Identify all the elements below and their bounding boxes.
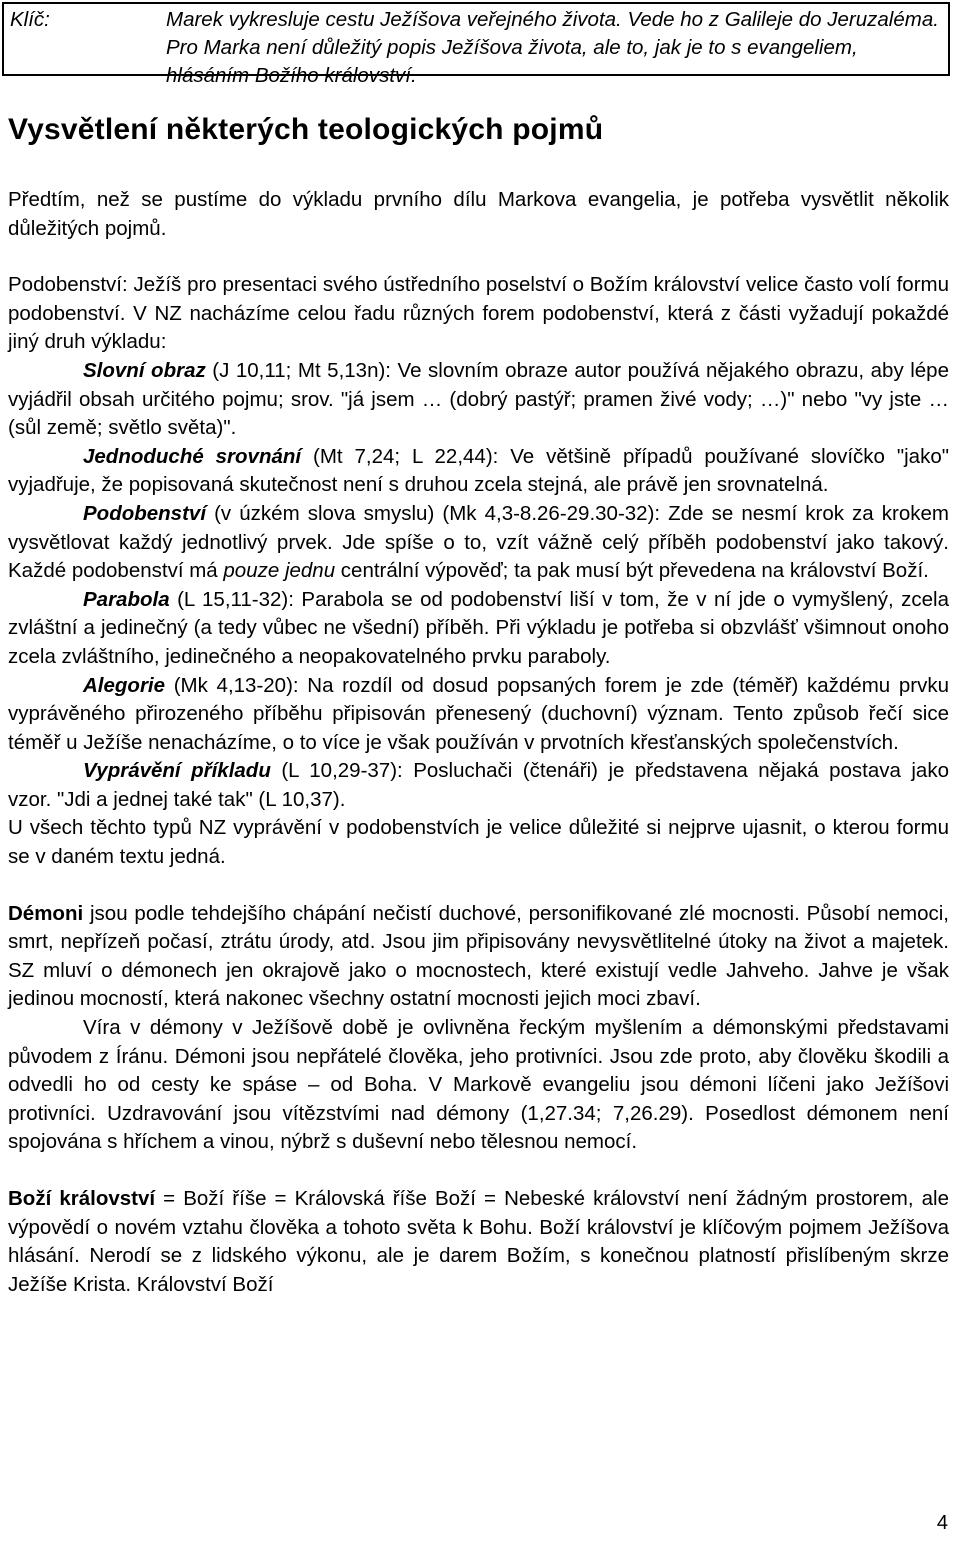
kingdom-term: Boží království xyxy=(8,1187,156,1210)
form-term: Alegorie xyxy=(83,673,166,697)
form-text: (L 10,29-37): Posluchači (čtenáři) je představena nějaká postava jako vzor. "Jdi a jednej také tak" (L 10,37). xyxy=(8,759,949,811)
demons-paragraph-2: Víra v démony v Ježíšově době je ovlivněna řeckým myšlením a démonskými představami původem z Íránu. Démoni jsou nepřátelé člověka, jeho protivníci. Jsou zde proto, aby člověku škodili a odvedli ho od cesty ke spáse – od Boha. V Markově evangeliu jsou démoni líčeni jako Ježíšovi protivníci. Uzdravování jsou vítězstvími nad démony (1,27.34; 7,26.29). Posedlost démonem není spojována s hříchem a vinou, nýbrž s duševní nebo tělesnou nemocí. xyxy=(8,1016,949,1154)
parables-text: : Ježíš pro presentaci svého ústředního poselství o Božím království velice často volí formu podobenství. V NZ nacházíme celou řadu různých forem podobenství, která z části vyžadují pokaždé jiný druh výkladu: xyxy=(8,273,949,354)
parable-form-item xyxy=(8,357,949,443)
parable-form-item xyxy=(8,586,949,672)
key-text: Marek vykresluje cestu Ježíšova veřejného života. Vede ho z Galileje do Jeruzaléma. Pro Marka není důležitý popis Ježíšova života, ale to, jak je to s evangeliem, hlásáním Božího království. xyxy=(166,8,939,87)
intro-paragraph: Předtím, než se pustíme do výkladu prvního dílu Markova evangelia, je potřeba vysvětlit několik důležitých pojmů. xyxy=(8,188,949,240)
form-term: Podobenství xyxy=(83,501,207,525)
form-term: Slovní obraz xyxy=(83,358,206,382)
form-text: (L 15,11-32): Parabola se od podobenství liší v tom, že v ní jde o vymyšlený, zcela zvláštní a jedinečný (a tedy vůbec ne všední) příběh. Při výkladu je potřeba si obzvlášť všimnout onoho zcela zvláštního, jedinečného a neopakovatelného prvku paraboly. xyxy=(8,587,949,668)
demons-paragraph xyxy=(8,900,949,1014)
parable-form-item xyxy=(8,672,949,758)
parable-form-item xyxy=(8,500,949,586)
key-box xyxy=(2,2,950,87)
body-text xyxy=(8,186,949,1299)
key-label: Klíč: xyxy=(10,8,50,31)
form-text: (Mt 7,24; L 22,44): Ve většině případů používané slovíčko "jako" vyjadřuje, že popisovaná skutečnost není s druhou zcela stejná, ale právě jen srovnatelná. xyxy=(8,444,949,497)
form-text: centrální výpověď; ta pak musí být převedena na království Boží. xyxy=(335,559,929,583)
form-text: (J 10,11; Mt 5,13n): Ve slovním obraze autor používá nějakého obrazu, aby lépe vyjádřil obsah určitého pojmu; srov. "já jsem … (dobrý pastýř; pramen živé vody; …)" nebo "vy jste … (sůl země; světlo světa)". xyxy=(8,358,949,440)
demons-text: jsou podle tehdejšího chápání nečistí duchové, personifikované zlé mocnosti. Působí nemoci, smrt, nepřízeň počasí, ztrátu úrody, atd. Jsou jim připisovány nevysvětlitelné útoky na život a majetek. SZ mluví o démonech jen okrajově jako o mocnostech, které existují vedle Jahveho. Jahve je však jedinou mocností, která nakonec všechny ostatní mocnosti jejich moci zbaví. xyxy=(8,901,949,1011)
demons-term: Démoni xyxy=(8,901,84,925)
parables-closing: U všech těchto typů NZ vyprávění v podobenstvích je velice důležité si nejprve ujasnit, o kterou formu se v daném textu jedná. xyxy=(8,816,949,869)
form-text: (Mk 4,13-20): Na rozdíl od dosud popsaných forem je zde (téměř) každému prvku vyprávěného přirozeného příběhu připisován přenesený (duchovní) význam. Tento způsob řečí sice téměř u Ježíše nenacházíme, o to více je však používán v prvotních křesťanských společenstvích. xyxy=(8,673,949,754)
form-text: (v úzkém slova smyslu) (Mk 4,3-8.26-29.30-32): Zde se nesmí krok za krokem vysvětlovat každý jednotlivý prvek. Jde spíše o to, vzít vážně celý příběh podobenství jako takový. Každé podobenství má xyxy=(8,501,949,583)
kingdom-text: = Boží říše = Královská říše Boží = Nebeské království není žádným prostorem, ale výpovědí o novém vztahu člověka a tohoto světa k Bohu. Boží království je klíčovým pojmem Ježíšova hlásání. Nerodí se z lidského výkonu, ale je darem Božím, s konečnou platností přislíbeným skrze Ježíše Krista. Království Boží xyxy=(8,1187,949,1296)
parable-form-item xyxy=(8,443,949,500)
section-heading: Vysvětlení některých teologických pojmů xyxy=(8,113,604,146)
page-number: 4 xyxy=(936,1512,948,1534)
form-term: Jednoduché srovnání xyxy=(83,444,302,468)
kingdom-paragraph xyxy=(8,1185,949,1299)
form-term: Vyprávění příkladu xyxy=(83,759,271,783)
parable-form-item xyxy=(8,757,949,814)
form-emphasis: pouze jednu xyxy=(223,559,336,583)
parables-term: Podobenství xyxy=(8,273,122,297)
parables-paragraph xyxy=(8,271,949,357)
form-term: Parabola xyxy=(83,587,170,611)
